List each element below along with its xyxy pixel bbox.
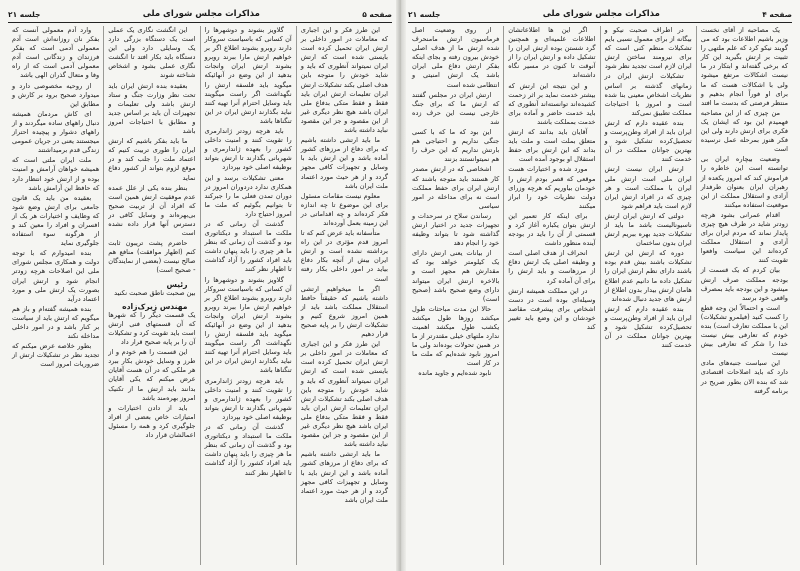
paragraph: بعقیده من باید یک قانون جامعی برای ارتش وضع شود که وظایف و اختیارات هر یک از افسران و افراد را معین کند و از هرگونه سوء استفاده جلوگیری نماید <box>12 193 100 248</box>
paragraph: این انگشت نگاری یک عملی است یک دستگاه بزرگی دارد یک وسایلی دارد ولی این دستگاه باید بکار افتد تا انگشت نگاری عملی بشود و اشخاص شناخته شوند <box>108 26 196 80</box>
paragraph: باید هرچه زودتر ژاندارمری را تقویت کنند و امنیت داخلی کشور را بعهده ژاندارمری و شهربانی بگذارند تا ارتش بتواند بوظیفه اصلی خود بپردازد <box>204 376 292 421</box>
paragraph: از بیانات یعنی ارتش دارای یک کیلومتر خواهد بود که مقدارش هم مجهز است و بالاخره ارتش ایران میتواند دارای وضع صحیح باشد (صحیح است) <box>412 249 500 303</box>
paragraph: دولتی که ارتش ایران ارتش ناسیونالیست باشد ما باید از تشکیلات جدید بهره ببریم ارتش ایران بدون ساختمان <box>604 211 692 248</box>
paragraph: گلاویز بشوند و دوشهرها را آن کسانی که باسیاست سروکار دارند روبرو بشوند اطلاع اگر بر خواهیم ارتش مارا ببرند روبرو بشوند ارتش ایران وانجات بدهید از این وضع در آنهائیکه میگوید باید فلسفه ارتش را نگهداشت اگر راست میگویند باید وسایل احترام آنرا تهیه کنند نباید بگذارند ارتش ایران در این تنگناها باشد <box>204 26 292 125</box>
column-3 <box>503 26 599 565</box>
speaker-entry <box>108 302 195 347</box>
column-1 <box>296 26 392 565</box>
paragraph: بطور خلاصه عرض میکنم که تجدید نظر در تشکیلات ارتش از ضروریات امروز است <box>12 342 100 369</box>
session-label: جلسه ۲۱ <box>408 9 441 19</box>
paragraph: در اطراف صحبت نیکو و بیگانه از برای معمول نسبی بایم تشکیلات منظم کنی است که برای نیرومند ساختن ارتش ایران لازم است تجدید نظر شود <box>604 26 692 71</box>
speaker-name: مهندس زیرک‌زاده <box>122 301 188 311</box>
paragraph: یک مصاحبه از آقای نخست وزیر باشیم اطلاعات بود که می گویند نیکو کرد که علم ملتهی را تثبیت بر ارتش بگیرید این کار که برخی گفته‌اند و ابتکار در ما نیست اشکالات مرتفع میشود ولی با اشکالات هست که ما برای او فوراً انجام بدهیم و منتظر فرصتی که بدست ما افتد <box>700 26 788 107</box>
paragraph: تشکیلات ارتش ایران در زمانهای گذشته بر اساس نظریات اشخاص معینی بنا شده است و امروز با احتیاجات مملکت تطبیق نمی‌کند <box>604 72 692 117</box>
paragraph: و این نتیجه این ارتش که بیشتر خدمت نماید بر اثر زحمت کشیده‌اند توانسته‌اند آنطوری که باید خدمت حاضر و آماده برای خدمت بمملکت باشند <box>508 81 596 126</box>
paragraph: این قسمت را هم خودم و از طرز و وسایل خودش بکار ببرد هر ملکی که در آن هست آقایان عرض میکنم که یکی آقایان بدانند باید ارتش ما از تکنیک امروز بهره‌مند باشد <box>108 348 196 402</box>
page-number-label: صفحه ۴ <box>762 9 792 19</box>
paragraph: گلاویز بشوند و دوشهرها را آن کسانی که باسیاست سروکار دارند روبرو بشوند اطلاع اگر بر خواهیم ارتش مارا ببرند روبرو بشوند ارتش ایران وانجات بدهید از این وضع در آنهائیکه میگوید باید فلسفه ارتش را نگهداشت اگر راست میگویند باید وسایل احترام آنرا تهیه کنند نباید بگذارند ارتش ایران در این تنگناها باشد <box>204 275 292 375</box>
paragraph: این سیاست جنبه‌های مادی دارد که باید اصلاحات اقتصادی شد که بنده الان بطور صریح در برنامه گرفته <box>700 359 788 395</box>
paragraph: گذشت آن زمانی که در ملکت ما استبداد و دیکتاتوری بود و گذشت آن زمانی که بنظر ما هر چیزی را باید پنهان داشت باید افراد کشور را آزاد گذاشت تا اظهار نظر کنند <box>204 423 292 477</box>
paragraph: بنده امیدوارم که با توجه دولت و همکاری مجلس شورای ملی این اصلاحات هرچه زودتر انجام شود و ارتش ایران بصورت یک ارتش ملی و مورد اعتماد درآید <box>12 249 100 303</box>
paragraph: متأسفانه باید عرض کنم که تا امروز قدم مؤثری در این راه برداشته نشده است و ارتش ایران بیش از آنچه بکار دفاع بیاید در امور داخلی بکار رفته است <box>300 229 388 283</box>
paragraph: وضعیت بیچاره ایران بی توانسته است این خاطره را فراموش کند که امروز یکعده از رهبران ایران بعنوان طرفدار آزادی و استقلال مملکت از این موقعیت استفاده میکنند <box>700 155 788 209</box>
paragraph: حالا این مدت مباحثات طول میکشد روزها طول میکشد یکشب طول میکشد اهمیت ندارد ملتهای خیلی مقتدرتر از ما در همین تحولات بوده‌اند ولی ما امروز نابود شده‌ایم که ملت ما در کار است <box>412 304 500 368</box>
paragraph: بنده همیشه گفته‌ام و باز هم میگویم که ارتش باید از سیاست بر کنار باشد و در امور داخلی مداخله نکند <box>12 304 100 341</box>
left-page-columns <box>8 26 392 565</box>
paragraph: گذشت آن زمانی که در ملکت ما استبداد و دیکتاتوری بود و گذشت آن زمانی که بنظر ما هر چیزی را باید پنهان داشت باید افراد کشور را آزاد گذاشت تا اظهار نظر کنند <box>204 219 292 274</box>
paragraph: بعقیده بنده ارتش ایران باید تحت نظر وزارت جنگ و ستاد ارتش باشد ولی تعلیمات و تجهیزات آن باید بر اساس جدید و مطابق با احتیاجات امروز باشد <box>108 81 196 136</box>
paragraph: این بود که ما که با کسی جنگی نداریم و احتیاجی هم بارتش نداریم که این حرف را هم نمیتوانستند بزنند <box>412 128 500 164</box>
column-3 <box>103 26 199 565</box>
paragraph: بنده عقیده دارم که ارتش ایران باید از افراد وطن‌پرست و تحصیل‌کرده تشکیل شود و بهترین جوانان مملکت در آن خدمت کنند <box>604 304 692 350</box>
page-number-label: صفحه ۵ <box>362 9 392 19</box>
speaker-entry <box>108 280 195 298</box>
page-gutter <box>396 0 406 571</box>
paragraph: ارتش ایران در مجلس گفتند که ارتش ما که برای جنگ خارجی نیست این حرف زده شد <box>412 90 500 126</box>
paragraph: ارتش ایران نیست ارتش ایران ملی است ارتش ملی ایران با مملکت است و هر چیزی که در افراد ارتش ایران لازم است باید فراهم شود <box>604 165 692 210</box>
paragraph: ما باید ارتشی داشته باشیم که برای دفاع از مرزهای کشور آماده باشد و این ارتش باید با وسایل و تجهیزات کافی مجهز گردد و از هر حیث مورد اعتماد ملت ایران باشد <box>300 136 388 190</box>
speaker-text: یک قسمت دیگر را که شهرها که آن قسمتهای فنی ارتش است باید تقویت کرد و تشکیلات آن را بر پایه صحیح قرار داد <box>108 310 196 347</box>
right-page <box>400 0 800 571</box>
paragraph: اگر ما میخواهیم ارتشی داشته باشیم که حقیقتاً حافظ استقلال مملکت باشد باید از همین امروز شروع کنیم و تشکیلات ارتش را بر پایه صحیح قرار دهیم <box>300 284 388 339</box>
session-label: جلسه ۲۱ <box>8 9 41 19</box>
paragraph: ملت ایران ملتی است که همیشه خواهان آرامش و امنیت بوده و از ارتش خود انتظار دارد که حافظ این آرامش باشد <box>12 156 100 192</box>
running-title: مذاکرات مجلس شورای ملی <box>542 9 660 19</box>
paragraph: از روحیه مخصوصی دارد و میدوارد صحیح برود بر کارش و مطابق این <box>12 81 100 108</box>
running-title: مذاکرات مجلس شورای ملی <box>142 9 260 19</box>
paragraph: من چیزی که از این مصاحبه فهمیدم این بود که ایشان یک فکری برای ارتش دارند ولی این فکر هنوز بمرحله عمل نرسیده است <box>700 108 788 154</box>
column-2 <box>600 26 696 565</box>
paragraph: در این مملکت همیشه ارتش وسیله‌ای بوده است در دست اشخاص برای پیشرفت مقاصد خودشان و این وضع باید تغییر کند <box>508 286 596 331</box>
paragraph: معنی تشکیلات برسد و این همکاری ندارد دردوران امروز در دوران تمدن فعلی ما را جبرکند تا بتوانیم بگوئیم که ملت ما امروز احتیاج دارد <box>204 173 292 218</box>
paragraph: ای کاش مردمان همیشه دنبال راههای ساده میگردند و از راههای دشوار و پیچیده احتراز میجستند یعنی در جریان عمومی زندگی قدم برمیداشتند <box>12 109 100 155</box>
column-4 <box>8 26 103 565</box>
paragraph: آقایان باید بدانند که ارتش متعلق بملت است و ملت باید بداند که این ارتش برای حفظ استقلال او بوجود آمده است <box>508 128 596 164</box>
header-rule <box>408 22 792 23</box>
speaker-name: رئیس <box>166 279 188 289</box>
paragraph: مورد شده و اختیارات هست موقعی که قصر بودم ارتش را خودمان بیاوریم که هرچه وزرای دولت نظریات خود را ابراز میکنند <box>508 165 596 210</box>
paragraph: رساندن سلاح در سرحدات و تجهیزات جدید در اختیار ارتش گذاشته شود تا بتواند وظیفه خود را انجام دهد <box>412 211 500 248</box>
paragraph: این طرز فکر و این اجباری که معاملات در امور داخلی بر ارتش ایران تحمیل کرده است بایستی شده است که ارتش ایران نمیتواند آنطوری که باید و شاید خودش را متوجه باین هدف اصلی بکند تشکیلات ارتش ایران تعلیمات ارتش ایران باید فقط و فقط متکی بدفاع ملی ایران باشد هیچ نظر دیگری غیر از این مقصود و جز این مقصود نباید داشته باشد <box>300 26 388 135</box>
paragraph: وارد آدم معمولی آنست که بفکر نان روزانه‌اش است آدم معمولی آدمی است که بفکر فرزندان و زندگانی است آدم معمولی آدمی است که از راه وفا و متعال گذران الهی باشد <box>12 26 100 80</box>
paragraph: بنده عقیده دارم که ارتش ایران باید از افراد وطن‌پرست و تحصیل‌کرده تشکیل شود و بهترین جوانان مملکت در آن خدمت کنند <box>604 118 692 164</box>
paragraph: از روی وضعیت اصل فرماسیون ارتش مامنحرف شده ارتش ما از هدف اصلی خودش بیرون رفته و بجای اینکه بفکر ارتش دفاع ملی ایران باشد یک ارتش امنیتی و انتظامی شده است <box>412 26 500 89</box>
paragraph: اشخاصی که در ارتش مصدر کار هستند باید متوجه باشند که ارتش ایران برای حفظ مملکت است نه برای مداخله در امور سیاسی <box>412 165 500 210</box>
column-2 <box>200 26 296 565</box>
paragraph: ما باید بفکر باشیم که ارتش ایران را طوری تربیت کنیم که اعتماد ملت را جلب کند و در موقع لزوم بتواند از کشور دفاع نماید <box>108 137 196 182</box>
paragraph: باید از دادن اختیارات و امتیازات خاص بعضی از افراد جلوگیری کرد و همه را مسئول اعمالشان قرار داد <box>108 403 196 440</box>
paragraph: اگر این ها اطلاعاتشان اطلاعات علمیه‌ای و همچنین گرد شستن بوده ارتش ایران را تشکیل داده و ارتش ایران را از آنوقت تا کنون در مسیر نگاه داشته‌اند <box>508 26 596 80</box>
paragraph: انحراف از هدف اصلی است و وظیفه اصلی یک ارتش دفاع از مرزهاست و باید ارتش را برای آن آماده کرد <box>508 249 596 285</box>
paragraph: برای اینکه کار تعمیر این ارتش بتوان یکباره آغاز کرد و قسمتی از آن را باید در بودجه آینده منظور داشت <box>508 211 596 248</box>
header-rule <box>8 22 392 23</box>
column-4 <box>408 26 503 565</box>
paragraph: بنظر بنده یکی از علل عمده عدم موفقیت ارتش همین است که افراد آن از تربیت صحیح بی‌بهره‌اند و وسایل کافی در دسترس آنها قرار داده نشده است <box>108 183 196 238</box>
paragraph: بیان کردم که یک قسمت از بودجه مملکت صرف ارتش میشود و این بودجه باید بمصرف واقعی خود برسد <box>700 266 788 302</box>
paragraph: این طرز فکر و این اجباری که معاملات در امور داخلی بر ارتش ایران تحمیل کرده است بایستی شده است که ارتش ایران نمیتواند آنطوری که باید و شاید خودش را متوجه باین هدف اصلی بکند تشکیلات ارتش ایران تعلیمات ارتش ایران باید فقط و فقط متکی بدفاع ملی ایران باشد هیچ نظر دیگری غیر از این مقصود و جز این مقصود نباید داشته باشد <box>300 340 388 449</box>
column-1 <box>696 26 792 565</box>
left-page-header <box>8 6 392 22</box>
paragraph: باید هرچه زودتر ژاندارمری را تقویت کنند و امنیت داخلی کشور را بعهده ژاندارمری و شهربانی بگذارند تا ارتش بتواند بوظیفه اصلی خود بپردازد <box>204 127 292 172</box>
paragraph: حاضرم پشت تریبون ثابت کنم (اظهار موافقت) منافع هم صالح نیست (بعضی از نمایندگان - صحیح است) <box>108 239 196 275</box>
speaker-text: بین صحبت ناطق صحبت نکنید <box>114 288 196 297</box>
paragraph: معلوم نیست مقامات مسئول برای این موضوع تا چه اندازه فکر کرده‌اند و چه اقداماتی در این زمینه بعمل آورده‌اند <box>300 191 388 227</box>
paragraph: دوره که ارتش این ارتش تشکیلات باشند بیش قدم بوده باشند دارای نظم ارتش ایران را تشکیل داده ما دانیم عدم اطلاع هامان ارتش بیدار بدون اطلاع از ارتش های جدید دنبال شده‌اند <box>604 249 692 303</box>
paragraph: نابود شده‌ایم و جاوید مانده <box>418 369 492 378</box>
right-page-columns <box>408 26 792 565</box>
paragraph: ما باید ارتشی داشته باشیم که برای دفاع از مرزهای کشور آماده باشد و این ارتش باید با وسایل و تجهیزات کافی مجهز گردد و از هر حیث مورد اعتماد ملت ایران باشد <box>300 450 388 504</box>
paragraph: است و احتمالاً این وجه قطع را کسب کنید (فیلمرو تشکیلات) این با مملکت تعارف است) بنده خودم که تعارفی بیش نیست خدا را شکر که تعارفی بیش نیست <box>700 303 788 358</box>
right-page-header <box>408 6 792 22</box>
paragraph: اقدام عمرانی بشود هرچه زودتر شاید در طرف هیچ چیزی پایدار نماند که مردم ایران برای آزادی و استقلال مملکت کرده‌اند این سیاست وافعوا تقویت کنند <box>700 210 788 265</box>
